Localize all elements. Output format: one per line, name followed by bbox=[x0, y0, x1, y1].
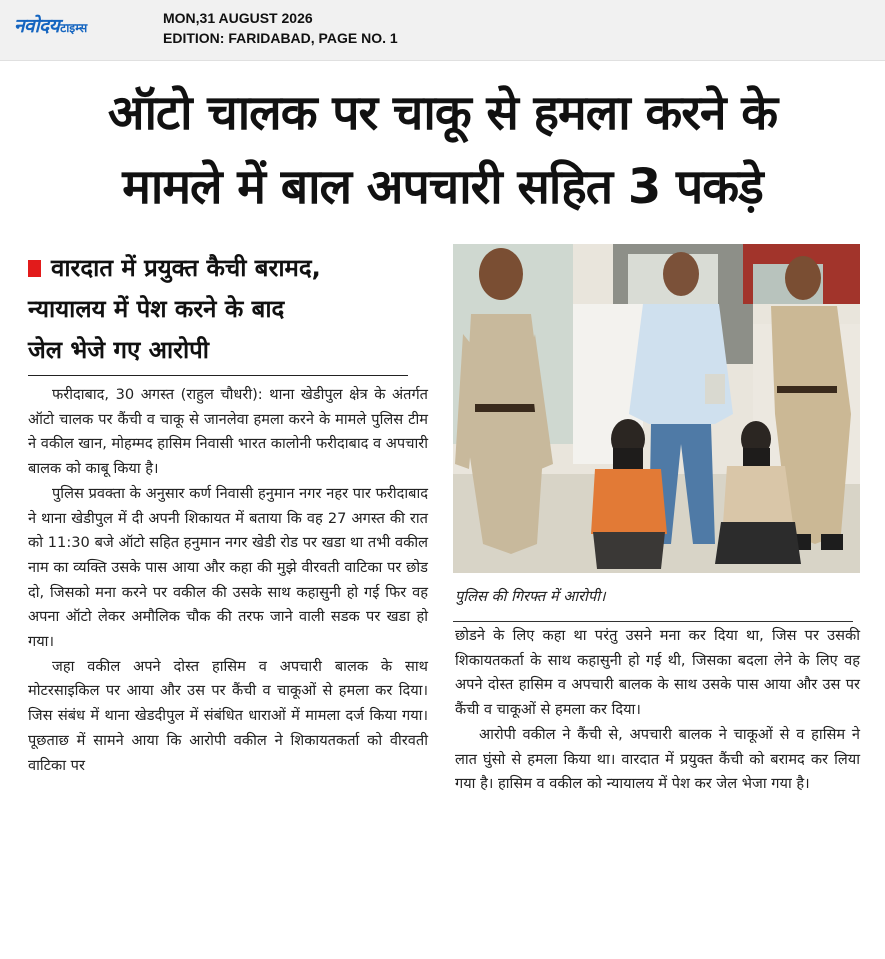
subhead-divider bbox=[28, 375, 408, 376]
red-bullet-icon bbox=[28, 260, 41, 277]
article-column-right bbox=[455, 624, 860, 797]
photo-caption: पुलिस की गिरफ्त में आरोपी। bbox=[455, 588, 606, 605]
logo-sub-text: टाइम्स bbox=[60, 21, 88, 35]
article-subheadline bbox=[28, 248, 438, 371]
paragraph: फरीदाबाद, 30 अगस्त (राहुल चौधरी): थाना खेडीपुल क्षेत्र के अंतर्गत ऑटो चालक पर कैंची व चाकू से जानलेवा हमला करने के मामले पुलिस टीम ने वकील खान, मोहम्मद हासिम निवासी भारत कालोनी फरीदाबाद व अपचारी बालक को काबू किया है। bbox=[28, 386, 428, 478]
headline-line-2: मामले में बाल अपचारी सहित 3 पकड़े bbox=[122, 159, 763, 215]
paragraph: पुलिस प्रवक्ता के अनुसार कर्ण निवासी हनुमान नगर नहर पार फरीदाबाद ने थाना खेडीपुल में दी अपनी शिकायत में बताया कि वह 27 अगस्त की रात को 11:30 बजे ऑटो सहित हनुमान नगर खेडी रोड पर खडा था तभी वकील नाम का व्यक्ति उसके पास आया और कहा की मुझे वीरवती वाटिका पर छोड दो, जिसको मना करने पर वकील की उसके साथ कहासुनी हो गई फिर वह अपना ऑटो लेकर अमौलिक चौक की तरफ जाने वाली सडक पर खडा हो गया। bbox=[28, 484, 428, 651]
logo-main-text: नवोदय bbox=[14, 15, 60, 37]
article-photo bbox=[453, 244, 860, 573]
subhead-line-3: जेल भेजे गए आरोपी bbox=[28, 336, 210, 364]
masthead-bar bbox=[0, 0, 885, 61]
article-headline bbox=[10, 76, 875, 224]
paragraph: आरोपी वकील ने कैंची से, अपचारी बालक ने चाकूओं से व हासिम ने लात घुंसो से हमला किया था। वारदात में प्रयुक्त कैंची को बरामद कर लिया गया है। हासिम व वकील को न्यायालय में पेश कर जेल भेजा गया है। bbox=[455, 725, 860, 793]
edition-page: EDITION: FARIDABAD, PAGE NO. 1 bbox=[163, 30, 398, 46]
subhead-line-1-text: वारदात में प्रयुक्त कैची बरामद, bbox=[51, 254, 321, 282]
headline-line-1: ऑटो चालक पर चाकू से हमला करने के bbox=[107, 85, 778, 141]
article-column-left bbox=[28, 383, 428, 778]
paragraph: जहा वकील अपने दोस्त हासिम व अपचारी बालक के साथ मोटरसाइकिल पर आया और उस पर कैंची व चाकूओं से हमला कर दिया। जिस संबंध में थाना खेडदीपुल में संबंधित धाराओं में मामला दर्ज किया गया। पूछताछ में सामने आया कि आरोपी वकील ने शिकायतकर्ता को वीरवती वाटिका पर bbox=[28, 657, 428, 774]
subhead-line-2: न्यायालय में पेश करने के बाद bbox=[28, 295, 285, 323]
newspaper-logo[interactable] bbox=[14, 12, 87, 36]
edition-info bbox=[163, 8, 398, 48]
publication-date: MON,31 AUGUST 2026 bbox=[163, 10, 313, 26]
subhead-line-1 bbox=[28, 248, 438, 289]
caption-divider bbox=[453, 621, 853, 622]
paragraph: छोडने के लिए कहा था परंतु उसने मना कर दिया था, जिस पर उसकी शिकायतकर्ता के साथ कहासुनी हो गई थी, जिसका बदला लेने के लिए वह अपने दोस्त हासिम व अपचारी बालक के साथ उसके पास आया और उस पर कैंची व चाकूओं से हमला कर दिया। bbox=[455, 627, 860, 719]
